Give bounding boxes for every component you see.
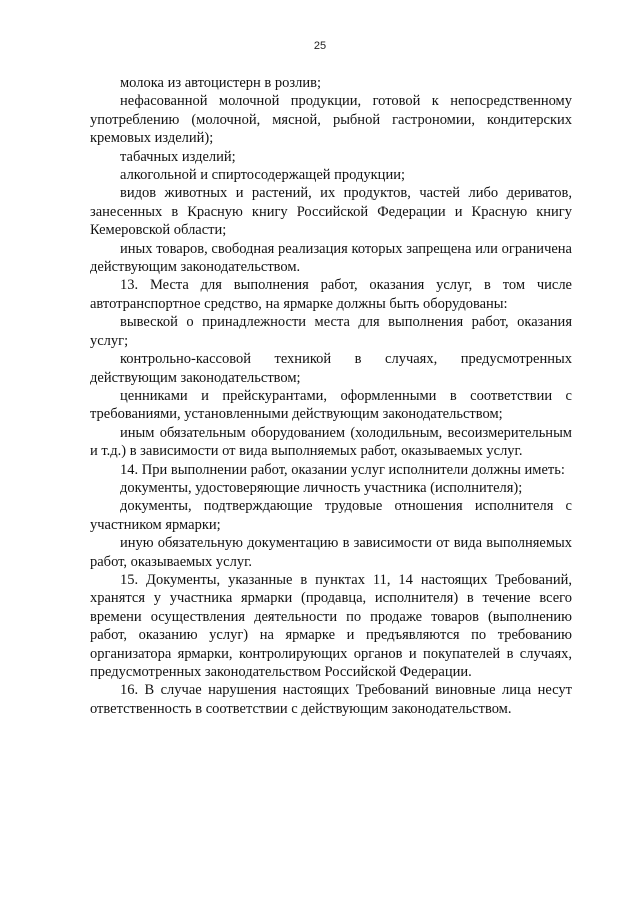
paragraph: нефасованной молочной продукции, готовой к непосредственному употреблению (молочной, мясной, рыбной гастрономии, кондитерских кремовых изделий); bbox=[90, 93, 572, 147]
paragraph: 14. При выполнении работ, оказании услуг исполнители должны иметь: bbox=[120, 461, 565, 478]
paragraph: видов животных и растений, их продуктов, частей либо дериватов, занесенных в Красную книгу Российской Федерации и Красную книгу Кемеровской области; bbox=[90, 185, 572, 239]
paragraph: молока из автоцистерн в розлив; bbox=[120, 75, 321, 91]
paragraph: документы, удостоверяющие личность участника (исполнителя); bbox=[120, 479, 523, 496]
paragraph: иным обязательным оборудованием (холодильным, весоизмерительным и т.д.) в зависимости от вида выполняемых работ, оказываемых услуг. bbox=[90, 424, 572, 460]
page-number: 25 bbox=[313, 40, 327, 52]
paragraph: 13. Места для выполнения работ, оказания услуг, в том числе автотранспортное средство, на ярмарке должны быть оборудованы: bbox=[90, 277, 572, 312]
paragraph: алкогольной и спиртосодержащей продукции; bbox=[120, 167, 405, 184]
paragraph: табачных изделий; bbox=[120, 148, 236, 165]
paragraph: вывеской о принадлежности места для выполнения работ, оказания услуг; bbox=[90, 314, 572, 349]
document-body bbox=[90, 74, 572, 718]
paragraph: 15. Документы, указанные в пунктах 11, 14 настоящих Требований, хранятся у участника ярмарки (продавца, исполнителя) в течение всего времени осуществления деятельности по продаже товаров (выполнению работ, оказанию услуг) на ярмарке и предъявляются по требованию организатора ярмарки, контролирующих органов и покупателей в случаях, предусмотренных законодательством Российской Федерации. bbox=[90, 571, 572, 680]
paragraph: контрольно-кассовой техникой в случаях, предусмотренных действующим законодательством; bbox=[90, 351, 572, 386]
paragraph: иных товаров, свободная реализация которых запрещена или ограничена действующим законодательством. bbox=[90, 240, 572, 276]
paragraph: 16. В случае нарушения настоящих Требований виновные лица несут ответственность в соответствии с действующим законодательством. bbox=[90, 682, 572, 717]
paragraph: документы, подтверждающие трудовые отношения исполнителя с участником ярмарки; bbox=[90, 498, 572, 533]
paragraph: иную обязательную документацию в зависимости от вида выполняемых работ, оказываемых услуг. bbox=[90, 535, 572, 570]
paragraph: ценниками и прейскурантами, оформленными в соответствии с требованиями, установленными действующим законодательством; bbox=[90, 387, 572, 423]
